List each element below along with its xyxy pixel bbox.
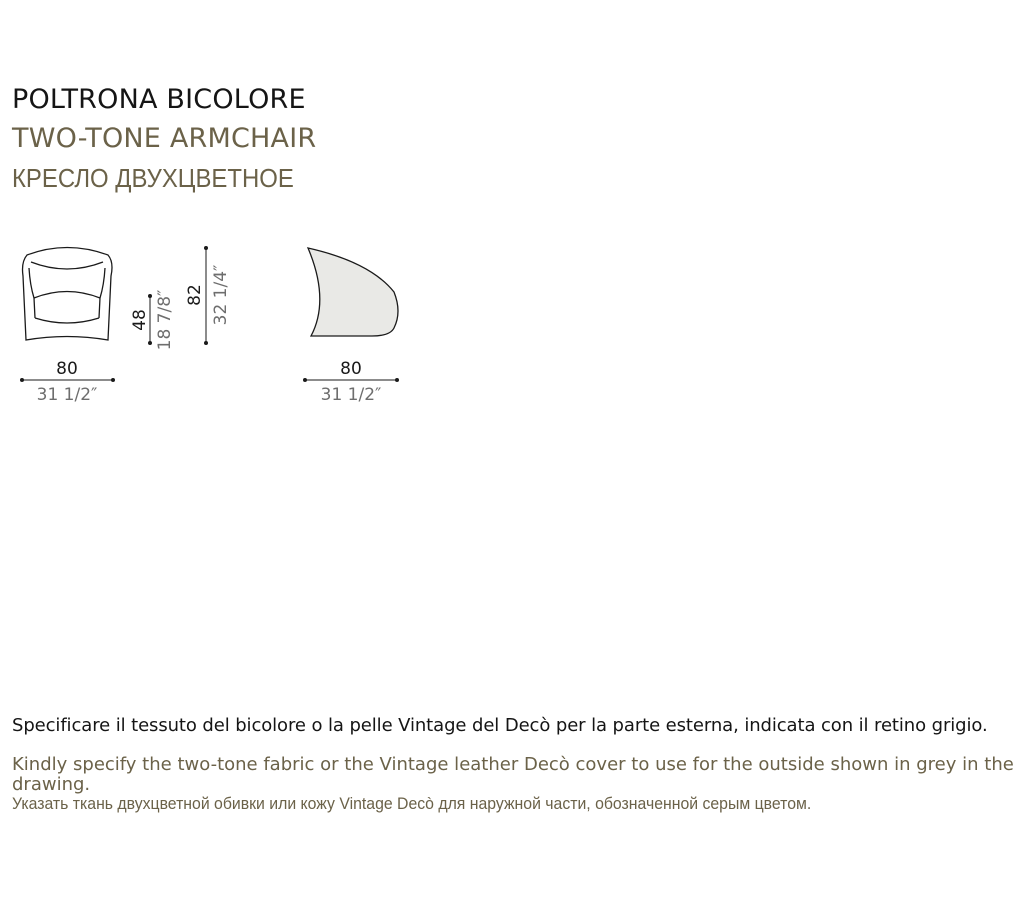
seat-height-cm: 48 [130,309,150,331]
title-italian: POLTRONA BICOLORE [12,84,306,115]
title-russian: КРЕСЛО ДВУХЦВЕТНОЕ [12,163,294,193]
front-width-in: 31 1/2″ [36,385,98,405]
top-view-armchair [308,248,398,336]
total-height-in: 32 1/4″ [211,264,231,326]
note-italian: Specificare il tessuto del bicolore o la pelle Vintage del Decò per la parte esterna, indicata con il retino grigio. [12,715,988,736]
front-view-seat [34,292,100,299]
front-view-arm-left [29,268,35,318]
note-english-line2: drawing. [12,774,91,795]
front-width-cm: 80 [56,359,78,379]
title-english: TWO-TONE ARMCHAIR [12,123,317,154]
front-view-arm-right [99,268,105,318]
armchair-drawings [0,230,913,430]
note-russian: Указать ткань двухцветной обивки или кожу Vintage Decò для наружной части, обозначенной серым цветом. [12,794,812,813]
front-view-armchair [23,248,113,341]
top-width-in: 31 1/2″ [320,385,382,405]
total-height-cm: 82 [185,284,205,306]
front-view-outline [23,248,113,341]
front-view-base [35,318,99,323]
front-view-backrest [31,262,103,269]
note-english [12,755,1014,795]
note-english-line1: Kindly specify the two-tone fabric or the Vintage leather Decò cover to use for the outside shown in grey in the [12,754,1014,775]
seat-height-in: 18 7/8″ [155,289,175,351]
top-width-cm: 80 [340,359,362,379]
